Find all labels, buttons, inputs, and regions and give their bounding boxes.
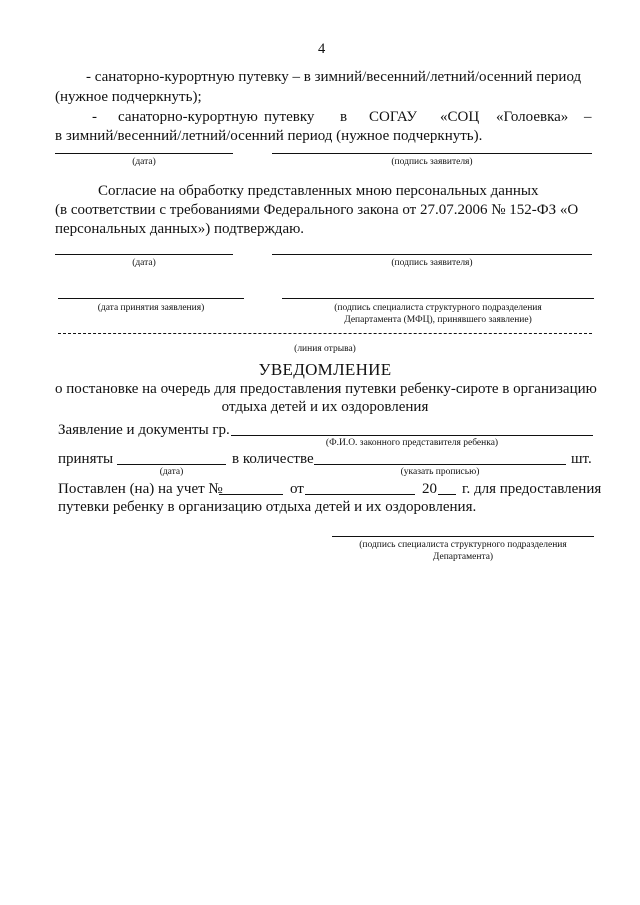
notice-title: УВЕДОМЛЕНИЕ [258, 360, 392, 379]
purpose-line-2: путевки ребенку в организацию отдыха детей и их оздоровления. [58, 499, 477, 515]
option-line-1: - санаторно-курортную путевку – в зимний/весенний/летний/осенний период [86, 69, 582, 85]
final-specialist-signature-line[interactable] [332, 536, 594, 537]
consent-line-1: Согласие на обработку представленных мною персональных данных [98, 183, 539, 199]
acceptance-date-caption: (дата принятия заявления) [97, 303, 205, 313]
signature-line-2[interactable] [272, 254, 592, 255]
quantity-caption: (указать прописью) [400, 467, 480, 477]
final-specialist-caption-2: Департамента) [432, 552, 494, 562]
final-specialist-caption-1: (подпись специалиста структурного подразделения [359, 540, 567, 550]
option-line-2b: в зимний/весенний/летний/осенний период (нужное подчеркнуть). [55, 128, 483, 144]
tear-line [58, 333, 592, 334]
accepted-label: приняты [58, 451, 114, 467]
option-line-2-word5: «СОЦ [440, 109, 480, 125]
documents-label: Заявление и документы гр. [58, 422, 230, 438]
specialist-caption-2: Департамента (МФЦ), принявшего заявление) [344, 315, 532, 325]
purpose-label: г. для предоставления [462, 481, 602, 497]
specialist-caption-1: (подпись специалиста структурного подразделения [334, 303, 542, 313]
consent-line-2: (в соответствии с требованиями Федерального закона от 27.07.2006 № 152-ФЗ «О [55, 202, 579, 218]
option-line-2-dash: - [92, 109, 97, 125]
quantity-line[interactable] [314, 464, 566, 465]
page-number: 4 [318, 41, 326, 57]
acceptance-date-line[interactable] [58, 298, 244, 299]
accepted-date-line[interactable] [117, 464, 226, 465]
year-suffix-line[interactable] [438, 494, 456, 495]
notice-subtitle-2: отдыха детей и их оздоровления [221, 399, 429, 415]
quantity-label: в количестве [232, 451, 314, 467]
option-line-2-word4: СОГАУ [369, 109, 418, 125]
signature-caption-2: (подпись заявителя) [391, 258, 473, 268]
year-prefix: 20 [422, 481, 437, 497]
from-label: от [290, 481, 304, 497]
specialist-signature-line[interactable] [282, 298, 594, 299]
tear-line-caption: (линия отрыва) [294, 344, 356, 354]
signature-line-1[interactable] [272, 153, 592, 154]
date-line-2[interactable] [55, 254, 233, 255]
date-caption-2: (дата) [132, 258, 156, 268]
option-line-2-word1: санаторно-курортную [118, 109, 258, 125]
signature-caption-1: (подпись заявителя) [391, 157, 473, 167]
registration-date-line[interactable] [305, 494, 415, 495]
option-line-1b: (нужное подчеркнуть); [55, 89, 202, 105]
option-line-2-dash-end: – [584, 109, 592, 125]
registration-number-line[interactable] [219, 494, 283, 495]
pieces-label: шт. [571, 451, 592, 467]
representative-name-caption: (Ф.И.О. законного представителя ребенка) [325, 438, 499, 448]
accepted-date-caption: (дата) [159, 467, 184, 477]
registered-label: Поставлен (на) на учет № [58, 481, 223, 497]
option-line-2-word3: в [340, 109, 348, 125]
consent-line-3: персональных данных») подтверждаю. [55, 221, 305, 237]
date-caption-1: (дата) [132, 157, 156, 167]
notice-subtitle-1: о постановке на очередь для предоставления путевки ребенку-сироте в организацию [55, 381, 597, 397]
representative-name-line[interactable] [231, 435, 593, 436]
date-line-1[interactable] [55, 153, 233, 154]
option-line-2-word2: путевку [264, 109, 315, 125]
option-line-2-word6: «Голоевка» [496, 109, 569, 125]
